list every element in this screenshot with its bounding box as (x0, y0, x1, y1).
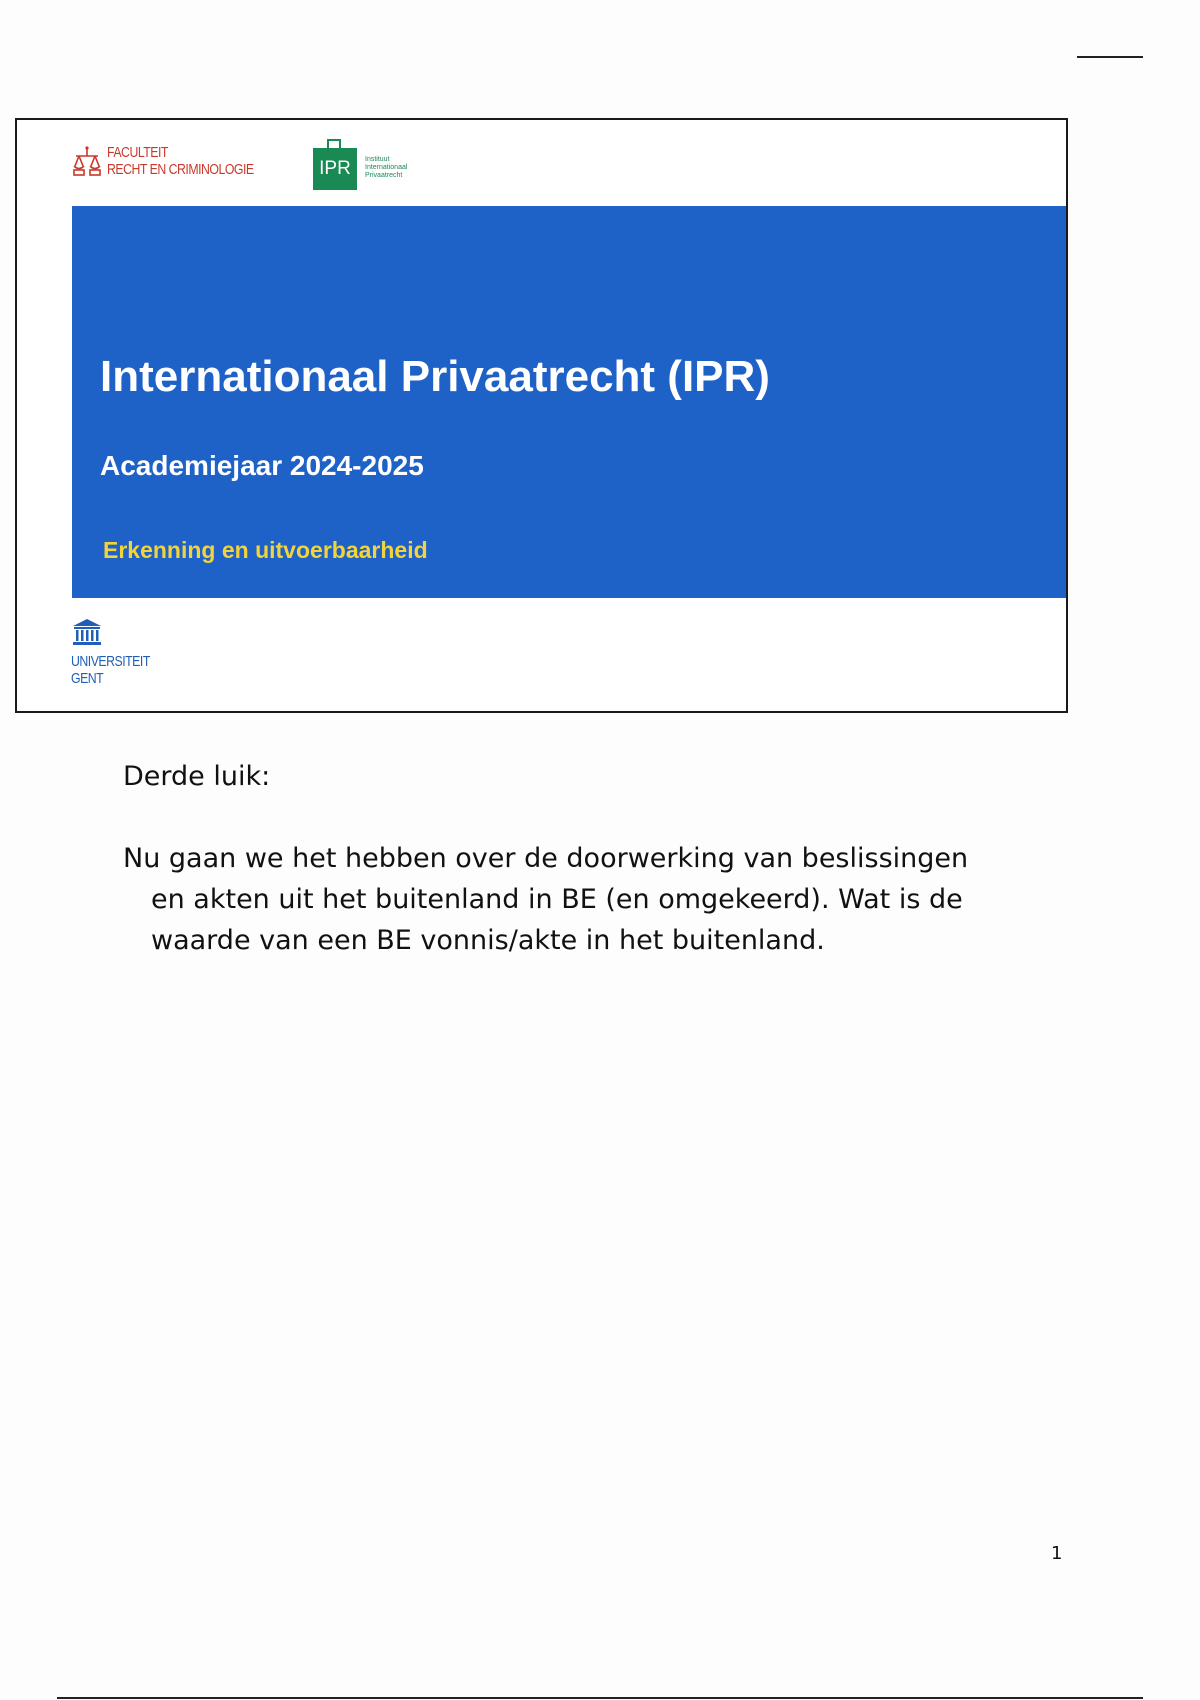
speaker-notes (123, 756, 983, 961)
scales-of-justice-icon (72, 145, 102, 177)
page-number: 1 (1051, 1543, 1063, 1564)
slide-thumbnail (15, 118, 1068, 713)
university-name: UNIVERSITEIT GENT (71, 653, 150, 687)
faculty-name: FACULTEIT RECHT EN CRIMINOLOGIE (107, 144, 254, 178)
slide-title: Internationaal Privaatrecht (IPR) (100, 352, 770, 401)
academic-year: Academiejaar 2024-2025 (100, 450, 424, 481)
title-band (72, 206, 1066, 598)
institute-logo (313, 140, 407, 190)
faculty-logo (72, 144, 286, 178)
slide-topic: Erkenning en uitvoerbaarheid (103, 537, 428, 563)
footer-rule (57, 1697, 1143, 1699)
header-rule (1077, 56, 1143, 58)
university-logo (71, 618, 167, 687)
notes-paragraph: Nu gaan we het hebben over de doorwerking van beslissingen en akten uit het buitenland in BE (en omgekeerd). Wat is de waarde van een BE vonnis/akte in het buitenland. (123, 843, 969, 956)
ipr-briefcase-icon: IPR (313, 148, 357, 190)
notes-heading: Derde luik: (123, 761, 271, 792)
university-building-icon (71, 633, 103, 650)
institute-name: Instituut Internationaal Privaatrecht (365, 156, 408, 179)
